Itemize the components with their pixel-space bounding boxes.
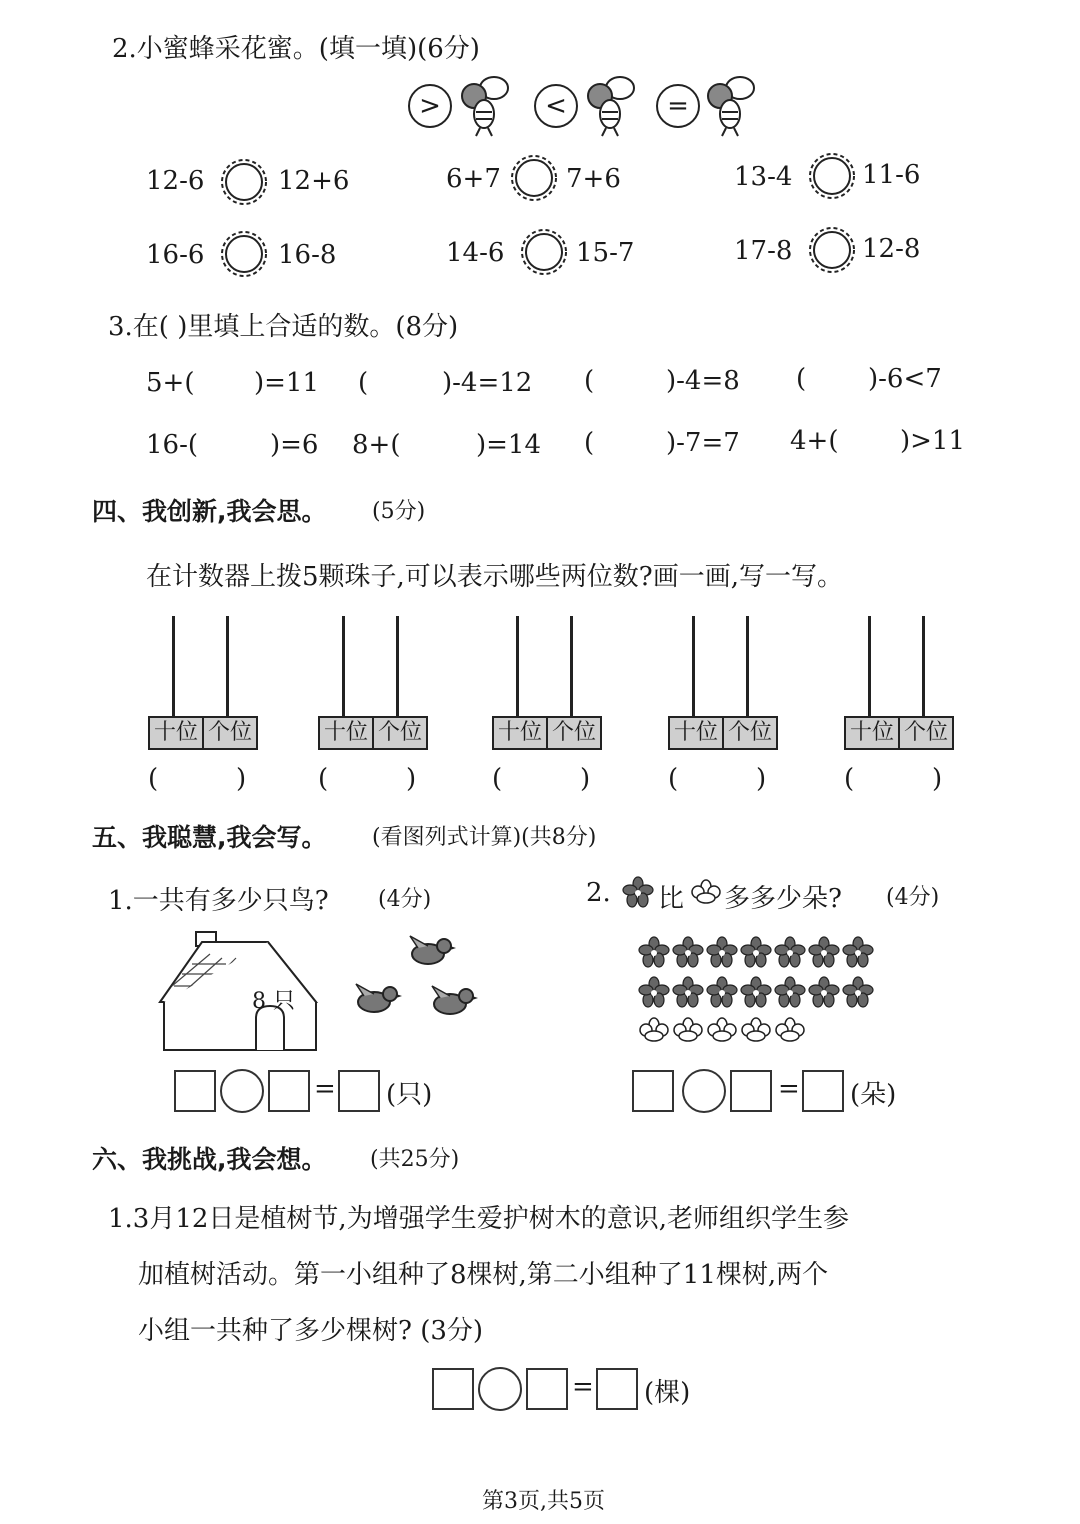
light-flower-icon xyxy=(774,1016,806,1048)
flower-petals-icon xyxy=(222,160,266,204)
dark-flower-icon xyxy=(808,976,840,1008)
s5-score: (看图列式计算)(共8分) xyxy=(372,825,597,850)
bee-icon xyxy=(700,74,758,138)
compare-word: 比 xyxy=(658,884,685,914)
house-illustration xyxy=(156,930,322,1054)
answer-paren-close: ) xyxy=(406,764,417,794)
q2-right-expr: 15-7 xyxy=(576,238,635,268)
tens-label: 十位 xyxy=(497,720,542,745)
answer-paren-close: ) xyxy=(236,764,247,794)
s5-q2-score: (4分) xyxy=(886,885,940,910)
s6-title: 六、我挑战,我会想。 xyxy=(92,1145,327,1174)
answer-paren-open: ( xyxy=(844,764,855,794)
s5-q1-title: 1.一共有多少只鸟? xyxy=(108,886,329,916)
q3-post: )-7=7 xyxy=(666,428,740,458)
q3-pre: 16-( xyxy=(146,430,199,460)
q3-post: )-6<7 xyxy=(868,364,942,394)
result-box[interactable] xyxy=(802,1070,844,1112)
dark-flower-icon xyxy=(842,936,874,968)
flower-answer-slot[interactable] xyxy=(806,150,858,202)
light-flower-icon xyxy=(740,1016,772,1048)
abacus-base xyxy=(492,716,602,750)
unit-label: (朵) xyxy=(850,1080,897,1110)
bird-icon xyxy=(406,932,458,972)
flower-answer-slot[interactable] xyxy=(218,156,270,208)
abacus-base xyxy=(844,716,954,750)
result-box[interactable] xyxy=(596,1368,638,1410)
dark-flower-icon xyxy=(740,936,772,968)
s6-q1-line: 小组一共种了多少棵树? (3分) xyxy=(138,1316,484,1346)
tens-rod[interactable] xyxy=(868,616,871,716)
tens-label: 十位 xyxy=(153,720,198,745)
dark-flower-icon xyxy=(638,976,670,1008)
answer-paren-open: ( xyxy=(668,764,679,794)
equals-sign: = xyxy=(778,1074,800,1104)
dark-flower-icon xyxy=(808,936,840,968)
q2-left-expr: 16-6 xyxy=(146,240,205,270)
q2-right-expr: 16-8 xyxy=(278,240,337,270)
number-answer-slot[interactable] xyxy=(164,766,234,796)
q3-post: )=6 xyxy=(270,430,319,460)
answer-box[interactable] xyxy=(174,1070,216,1112)
equal-symbol: = xyxy=(656,84,700,128)
light-flower-icon xyxy=(690,878,722,906)
flower-answer-slot[interactable] xyxy=(518,226,570,278)
bird-icon xyxy=(428,982,480,1022)
ones-label: 个位 xyxy=(722,718,776,748)
abacus-base xyxy=(668,716,778,750)
q2-left-expr: 14-6 xyxy=(446,238,505,268)
equals-sign: = xyxy=(314,1074,336,1104)
s5-q1-score: (4分) xyxy=(378,887,432,912)
flower-petals-icon xyxy=(522,230,566,274)
dark-flower-icon xyxy=(842,976,874,1008)
tens-label: 十位 xyxy=(323,720,368,745)
dark-flower-icon xyxy=(774,976,806,1008)
s6-q1-line: 1.3月12日是植树节,为增强学生爱护树木的意识,老师组织学生参 xyxy=(108,1204,849,1234)
tens-rod[interactable] xyxy=(516,616,519,716)
greater-symbol: > xyxy=(408,84,452,128)
ones-rod[interactable] xyxy=(396,616,399,716)
dark-flower-icon xyxy=(740,976,772,1008)
flower-petals-icon xyxy=(810,154,854,198)
s5-q2-title: 多多少朵? xyxy=(724,884,842,914)
abacus-base xyxy=(318,716,428,750)
light-flower-icon xyxy=(638,1016,670,1048)
flower-petals-icon xyxy=(222,232,266,276)
answer-box[interactable] xyxy=(268,1070,310,1112)
answer-box[interactable] xyxy=(730,1070,772,1112)
house-label: 8 只 xyxy=(252,989,295,1014)
tens-label: 十位 xyxy=(673,720,718,745)
number-answer-slot[interactable] xyxy=(508,766,578,796)
result-box[interactable] xyxy=(338,1070,380,1112)
ones-label: 个位 xyxy=(372,718,426,748)
flower-answer-slot[interactable] xyxy=(218,228,270,280)
s5-q2-prefix: 2. xyxy=(586,878,611,908)
q3-post: )-4=8 xyxy=(666,366,740,396)
s4-prompt: 在计数器上拨5颗珠子,可以表示哪些两位数?画一画,写一写。 xyxy=(146,562,844,592)
dark-flower-icon xyxy=(672,976,704,1008)
flower-petals-icon xyxy=(810,228,854,272)
q3-pre: ( xyxy=(796,364,807,394)
tens-rod[interactable] xyxy=(172,616,175,716)
bee-icon xyxy=(580,74,638,138)
tens-rod[interactable] xyxy=(342,616,345,716)
answer-box[interactable] xyxy=(632,1070,674,1112)
flower-answer-slot[interactable] xyxy=(508,152,560,204)
q2-right-expr: 11-6 xyxy=(862,160,921,190)
dark-flower-icon xyxy=(672,936,704,968)
answer-paren-open: ( xyxy=(318,764,329,794)
s5-title: 五、我聪慧,我会写。 xyxy=(92,823,327,852)
ones-label: 个位 xyxy=(202,718,256,748)
s4-score: (5分) xyxy=(372,499,426,524)
dark-flower-icon xyxy=(638,936,670,968)
answer-paren-open: ( xyxy=(492,764,503,794)
q3-pre: ( xyxy=(584,428,595,458)
answer-paren-close: ) xyxy=(932,764,943,794)
light-flower-icon xyxy=(672,1016,704,1048)
q2-right-expr: 7+6 xyxy=(566,164,621,194)
answer-box[interactable] xyxy=(526,1368,568,1410)
s6-score: (共25分) xyxy=(370,1147,460,1172)
q3-post: )=14 xyxy=(476,430,542,460)
q3-post: )>11 xyxy=(900,426,966,456)
tens-rod[interactable] xyxy=(692,616,695,716)
ones-rod[interactable] xyxy=(746,616,749,716)
dark-flower-icon xyxy=(706,976,738,1008)
dark-flower-icon xyxy=(622,876,654,908)
q3-post: )=11 xyxy=(254,368,320,398)
dark-flower-icon xyxy=(706,936,738,968)
answer-paren-close: ) xyxy=(756,764,767,794)
q3-post: )-4=12 xyxy=(442,368,533,398)
number-answer-slot[interactable] xyxy=(860,766,930,796)
q2-right-expr: 12+6 xyxy=(278,166,350,196)
answer-paren-close: ) xyxy=(580,764,591,794)
abacus-base xyxy=(148,716,258,750)
ones-label: 个位 xyxy=(898,718,952,748)
ones-rod[interactable] xyxy=(570,616,573,716)
q3-title: 3.在( )里填上合适的数。(8分) xyxy=(108,312,459,342)
answer-box[interactable] xyxy=(432,1368,474,1410)
tens-label: 十位 xyxy=(849,720,894,745)
flower-answer-slot[interactable] xyxy=(806,224,858,276)
operator-circle[interactable] xyxy=(682,1069,726,1113)
bird-icon xyxy=(352,980,404,1020)
q3-pre: 8+( xyxy=(352,430,401,460)
unit-label: (棵) xyxy=(644,1378,691,1408)
equals-sign: = xyxy=(572,1372,594,1402)
ones-label: 个位 xyxy=(546,718,600,748)
q3-pre: ( xyxy=(584,366,595,396)
number-answer-slot[interactable] xyxy=(684,766,754,796)
dark-flower-icon xyxy=(774,936,806,968)
q2-left-expr: 6+7 xyxy=(446,164,501,194)
unit-label: (只) xyxy=(386,1080,433,1110)
s6-q1-line: 加植树活动。第一小组种了8棵树,第二小组种了11棵树,两个 xyxy=(138,1260,829,1290)
q2-left-expr: 17-8 xyxy=(734,236,793,266)
q2-left-expr: 12-6 xyxy=(146,166,205,196)
s4-title: 四、我创新,我会思。 xyxy=(92,497,327,526)
q3-pre: 4+( xyxy=(790,426,839,456)
number-answer-slot[interactable] xyxy=(334,766,404,796)
less-symbol: < xyxy=(534,84,578,128)
q2-title: 2.小蜜蜂采花蜜。(填一填)(6分) xyxy=(112,34,480,64)
light-flower-icon xyxy=(706,1016,738,1048)
page-footer: 第3页,共5页 xyxy=(482,1489,605,1514)
q3-pre: 5+( xyxy=(146,368,195,398)
ones-rod[interactable] xyxy=(922,616,925,716)
bee-icon xyxy=(454,74,512,138)
q2-left-expr: 13-4 xyxy=(734,162,793,192)
operator-circle[interactable] xyxy=(220,1069,264,1113)
answer-paren-open: ( xyxy=(148,764,159,794)
ones-rod[interactable] xyxy=(226,616,229,716)
flower-petals-icon xyxy=(512,156,556,200)
operator-circle[interactable] xyxy=(478,1367,522,1411)
q2-right-expr: 12-8 xyxy=(862,234,921,264)
q3-pre: ( xyxy=(358,368,369,398)
